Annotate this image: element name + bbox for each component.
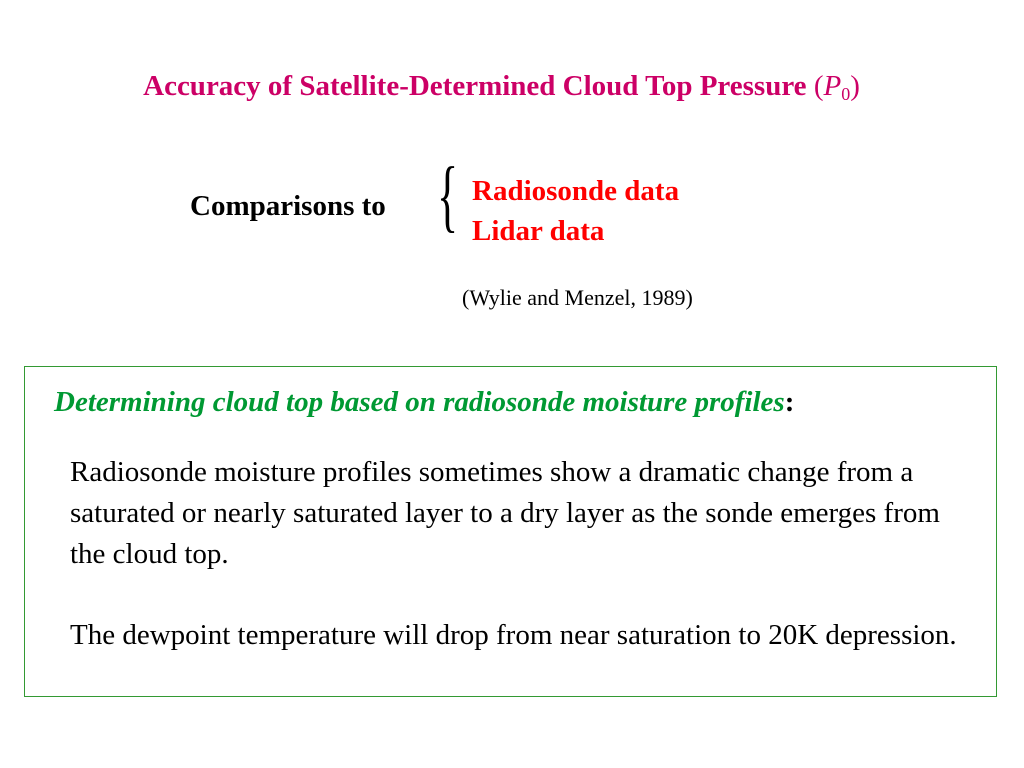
comparison-list	[472, 171, 679, 251]
box-paragraph-1: Radiosonde moisture profiles sometimes show a dramatic change from a saturated or nearly saturated layer to a dry layer as the sonde emerges from the cloud top.	[70, 456, 940, 570]
box-heading-colon: :	[784, 386, 795, 418]
box-heading-text: Determining cloud top based on radiosonde moisture profiles	[54, 386, 785, 418]
title-close-paren: )	[850, 70, 860, 102]
title-subscript: 0	[841, 84, 851, 104]
citation: (Wylie and Menzel, 1989)	[462, 285, 693, 310]
comparison-item-lidar: Lidar data	[472, 215, 605, 247]
title-symbol: P	[823, 70, 842, 102]
slide-title	[0, 70, 1003, 105]
curly-brace-icon: {	[437, 152, 459, 240]
info-box	[24, 366, 997, 697]
comparison-item-radiosonde: Radiosonde data	[472, 175, 680, 207]
comparisons-label: Comparisons to	[190, 190, 386, 222]
box-heading	[54, 386, 794, 419]
title-open-paren: (	[813, 70, 824, 102]
title-text: Accuracy of Satellite-Determined Cloud Top Pressure	[143, 70, 807, 102]
box-paragraph-2: The dewpoint temperature will drop from near saturation to 20K depression.	[70, 619, 957, 651]
